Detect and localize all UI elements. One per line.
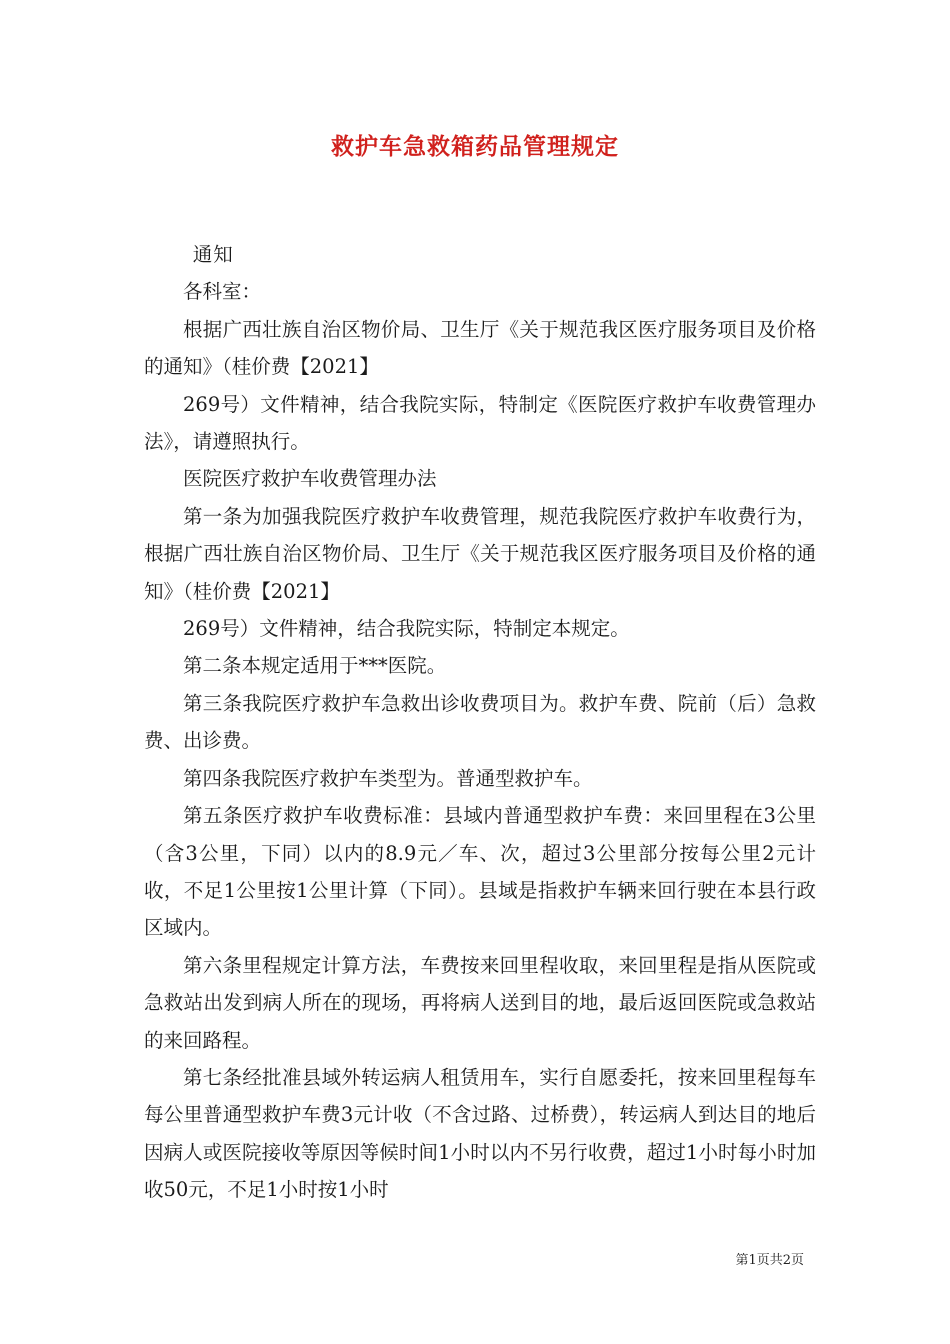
article-7: 第七条经批准县域外转运病人租赁用车，实行自愿委托，按来回里程每车每公里普通型救护车费3元计收（不含过路、过桥费），转运病人到达目的地后因病人或医院接收等原因等候时间1小时以内不另行收费，超过1小时每小时加收50元，不足1小时按1小时	[144, 1065, 816, 1202]
article-1: 第一条为加强我院医疗救护车收费管理，规范我院医疗救护车收费行为，根据广西壮族自治区物价局、卫生厅《关于规范我区医疗服务项目及价格的通知》（桂价费【2021】	[144, 504, 816, 603]
paragraph-basis: 根据广西壮族自治区物价局、卫生厅《关于规范我区医疗服务项目及价格的通知》（桂价费【2021】	[144, 317, 816, 379]
document-title: 救护车急救箱药品管理规定	[331, 133, 619, 160]
paragraph-basis-continued: 269号）文件精神，结合我院实际，特制定《医院医疗救护车收费管理办法》，请遵照执行。	[144, 392, 816, 454]
page-number: 第1页共2页	[735, 1253, 804, 1268]
notice-heading: 通知	[192, 243, 234, 266]
article-4: 第四条我院医疗救护车类型为。普通型救护车。	[183, 766, 593, 790]
document-body	[144, 236, 816, 1209]
section-heading: 医院医疗救护车收费管理办法	[183, 467, 437, 491]
article-6: 第六条里程规定计算方法，车费按来回里程收取，来回里程是指从医院或急救站出发到病人所在的现场，再将病人送到目的地，最后返回医院或急救站的来回路程。	[144, 953, 816, 1052]
article-5: 第五条医疗救护车收费标准：县域内普通型救护车费：来回里程在3公里（含3公里，下同）以内的8.9元／车、次，超过3公里部分按每公里2元计收，不足1公里按1公里计算（下同）。县域是指救护车辆来回行驶在本县行政区域内。	[144, 804, 816, 940]
addressee-line: 各科室：	[183, 280, 262, 304]
article-1-continued: 269号）文件精神，结合我院实际，特制定本规定。	[183, 617, 630, 641]
article-2: 第二条本规定适用于***医院。	[183, 654, 447, 678]
article-3: 第三条我院医疗救护车急救出诊收费项目为。救护车费、院前（后）急救费、出诊费。	[144, 691, 816, 753]
